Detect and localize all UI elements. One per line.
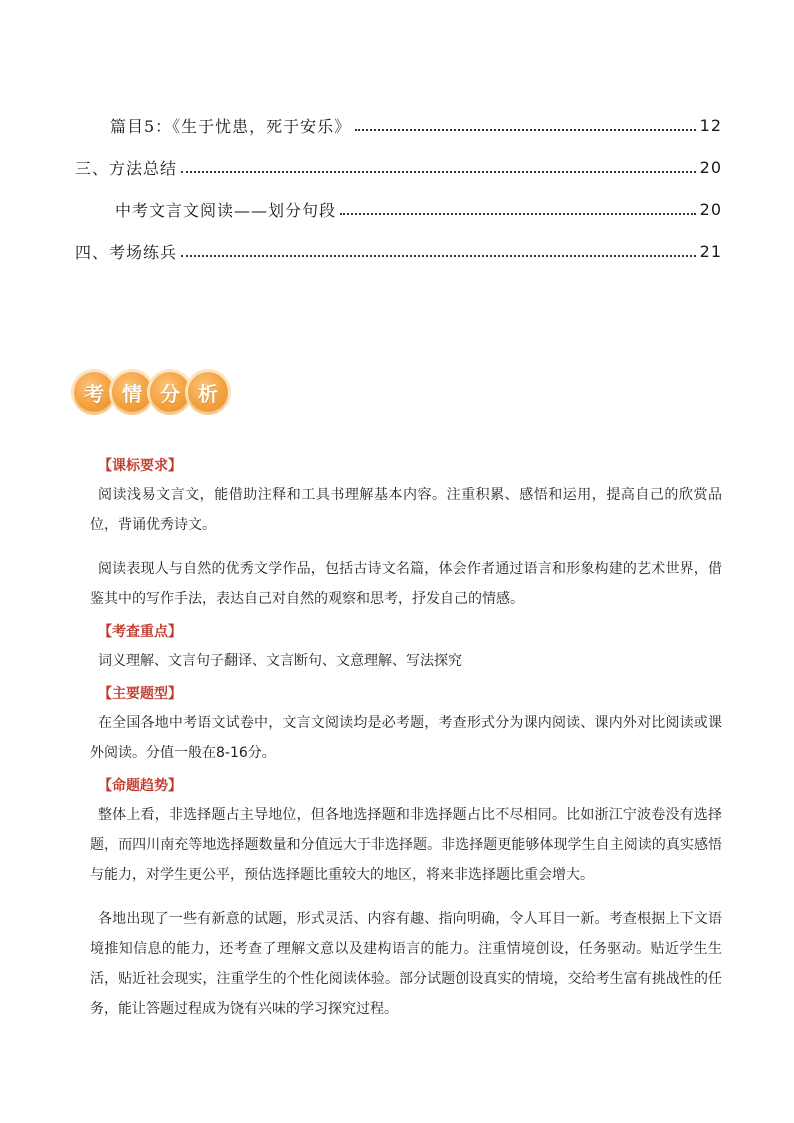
- paragraph: 阅读表现人与自然的优秀文学作品，包括古诗文名篇，体会作者通过语言和形象构建的艺术世界，借鉴其中的写作手法，表达自己对自然的观察和思考，抒发自己的情感。: [90, 561, 722, 607]
- paragraph: 在全国各地中考语文试卷中，文言文阅读均是必考题，考查形式分为课内阅读、课内外对比阅读或课外阅读。分值一般在8-16分。: [90, 715, 722, 761]
- toc-leader-dots: [340, 213, 696, 215]
- section-label: 【考查重点】: [98, 624, 182, 640]
- toc-entry-title: 四、考场练兵: [75, 242, 178, 262]
- section-curriculum-requirements: [90, 452, 722, 614]
- section-label: 【课标要求】: [98, 458, 182, 474]
- paragraph: 各地出现了一些有新意的试题，形式灵活、内容有趣、指向明确，令人耳目一新。考查根据上下文语境推知信息的能力，还考查了理解文意以及建构语言的能力。注重情境创设，任务驱动。贴近学生生活，贴近社会现实，注重学生的个性化阅读体验。部分试题创设真实的情境，交给考生富有挑战性的任务，能让答题过程成为饶有兴味的学习探究过程。: [90, 911, 722, 1017]
- section-label: 【主要题型】: [98, 686, 182, 702]
- toc-leader-dots: [181, 171, 696, 173]
- section-exam-focus: [90, 618, 722, 676]
- toc-entry-page: 12: [699, 115, 722, 135]
- toc-entry-page: 20: [699, 199, 722, 219]
- toc-entry-sentence-division[interactable]: [75, 188, 722, 230]
- section-heading-badges: [74, 372, 226, 412]
- table-of-contents: [75, 104, 722, 272]
- toc-entry-title: 篇目5：《生于忧患，死于安乐》: [110, 116, 352, 136]
- paragraph: 阅读浅易文言文，能借助注释和工具书理解基本内容。注重积累、感悟和运用，提高自己的欣赏品位，背诵优秀诗文。: [90, 487, 722, 533]
- section-trends: [90, 772, 722, 1024]
- toc-entry-page: 20: [699, 157, 722, 177]
- section-label: 【命题趋势】: [98, 778, 182, 794]
- heading-badge-char: 析: [188, 372, 228, 412]
- heading-badge-char: 分: [150, 372, 190, 412]
- toc-entry-title: 中考文言文阅读——划分句段: [115, 200, 337, 220]
- toc-entry-method-summary[interactable]: [75, 146, 722, 188]
- heading-badge-char: 考: [74, 372, 114, 412]
- toc-entry-page: 21: [699, 241, 722, 261]
- toc-entry-pian5[interactable]: [75, 104, 722, 146]
- paragraph: 词义理解、文言句子翻译、文言断句、文意理解、写法探究: [98, 653, 462, 669]
- paragraph: 整体上看，非选择题占主导地位，但各地选择题和非选择题占比不尽相同。比如浙江宁波卷没有选择题，而四川南充等地选择题数量和分值远大于非选择题。非选择题更能够体现学生自主阅读的真实感悟与能力，对学生更公平，预估选择题比重较大的地区，将来非选择题比重会增大。: [90, 807, 722, 883]
- toc-leader-dots: [355, 129, 695, 131]
- section-question-types: [90, 680, 722, 768]
- toc-entry-title: 三、方法总结: [75, 158, 178, 178]
- toc-entry-exam-practice[interactable]: [75, 230, 722, 272]
- heading-badge-char: 情: [112, 372, 152, 412]
- analysis-content: [90, 452, 722, 1028]
- toc-leader-dots: [181, 255, 696, 257]
